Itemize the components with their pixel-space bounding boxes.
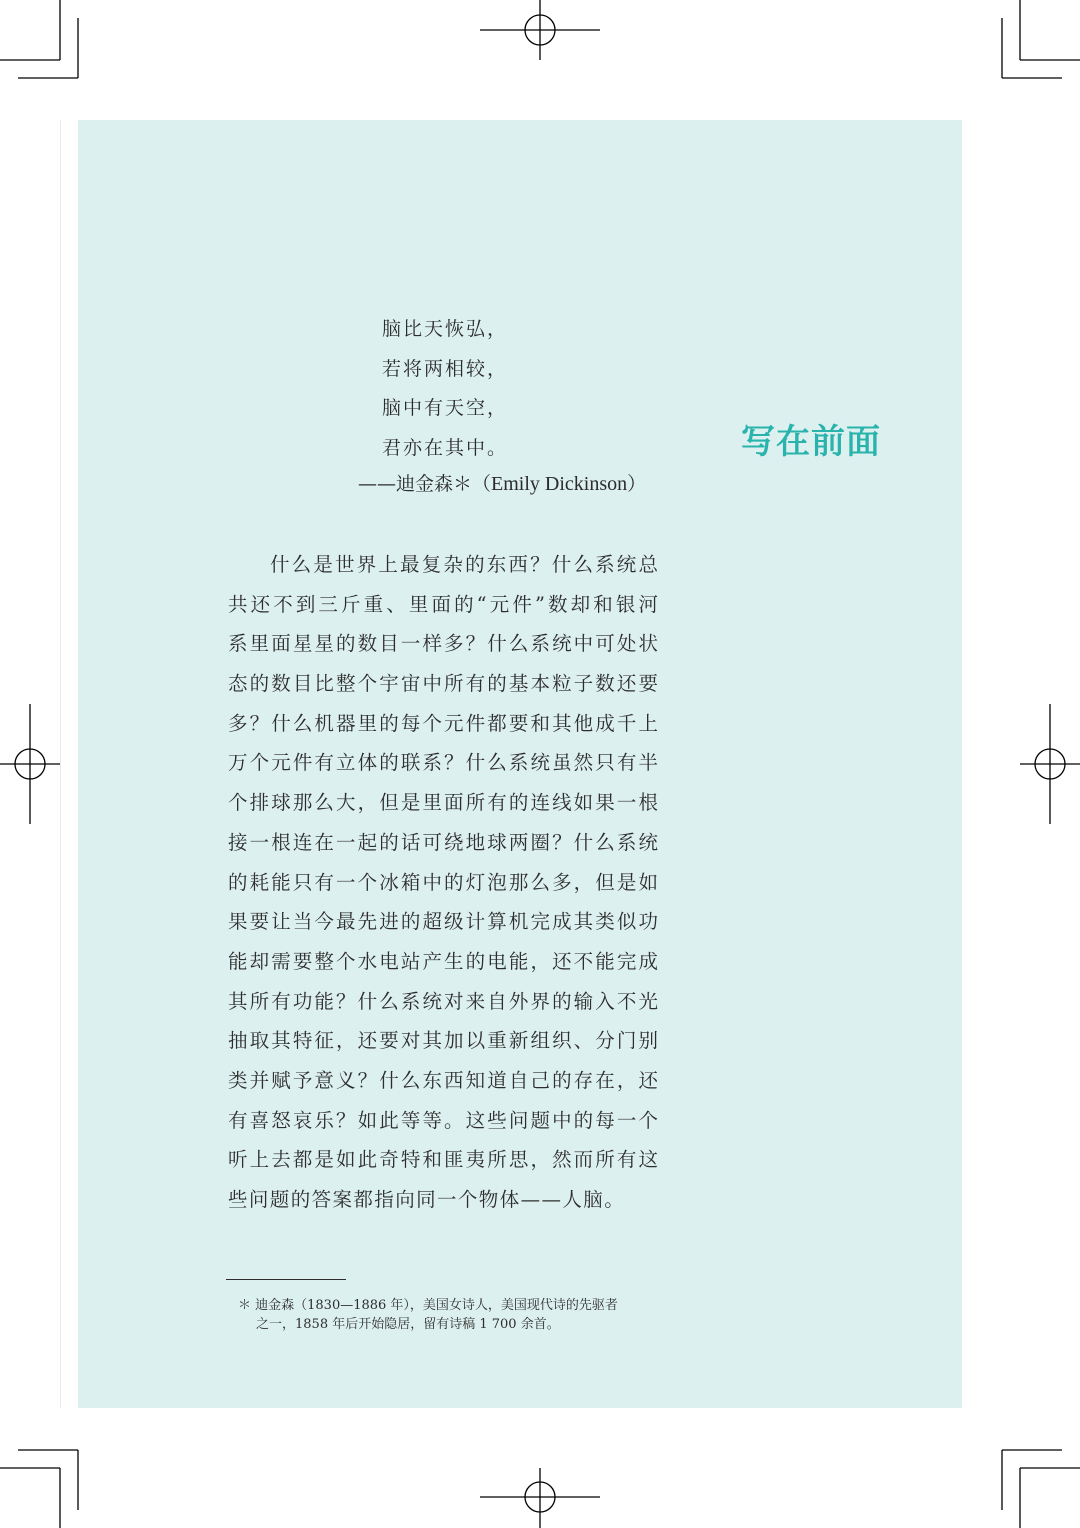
attribution-prefix: ——迪金森＊（	[358, 473, 492, 495]
body-line: 听上去都是如此奇特和匪夷所思，然而所有这	[228, 1148, 658, 1172]
poem-line: 君亦在其中。	[382, 436, 509, 459]
body-line: 多？什么机器里的每个元件都要和其他成千上	[228, 711, 658, 735]
poem-line: 若将两相较，	[382, 357, 509, 380]
poem-line: 脑中有天空，	[382, 397, 509, 419]
footnote-rule	[226, 1279, 346, 1280]
poem-attribution	[358, 466, 646, 502]
attribution-suffix: ）	[627, 473, 647, 495]
crop-mark-bottom-left	[0, 1450, 78, 1528]
body-line: 个排球那么大，但是里面所有的连线如果一根	[228, 791, 658, 815]
body-paragraph	[228, 545, 658, 1220]
body-line: 什么是世界上最复杂的东西？什么系统总	[270, 553, 658, 576]
body-line: 的耗能只有一个冰箱中的灯泡那么多，但是如	[228, 870, 658, 894]
attribution-name-en: Emily Dickinson	[491, 473, 628, 495]
crop-mark-top-right	[1002, 0, 1080, 78]
body-line: 果要让当今最先进的超级计算机完成其类似功	[228, 910, 658, 934]
registration-mark-top	[480, 0, 600, 60]
registration-mark-right	[1020, 704, 1080, 824]
footnote-line: 之一，1858 年后开始隐居，留有诗稿 1 700 余首。	[256, 1317, 560, 1332]
page-title: 写在前面	[741, 422, 881, 462]
poem-line: 脑比天恢弘，	[382, 318, 509, 340]
footnote	[238, 1296, 668, 1334]
crop-mark-bottom-right	[1002, 1450, 1080, 1528]
body-line: 能却需要整个水电站产生的电能，还不能完成	[228, 949, 658, 973]
body-line: 共还不到三斤重、里面的“元件”数却和银河	[228, 592, 658, 616]
registration-mark-left	[0, 704, 60, 824]
page-trim-edge	[60, 120, 61, 1408]
body-line: 其所有功能？什么系统对来自外界的输入不光	[228, 989, 658, 1013]
body-line: 接一根连在一起的话可绕地球两圈？什么系统	[228, 830, 658, 854]
body-line: 类并赋予意义？什么东西知道自己的存在，还	[228, 1068, 658, 1092]
epigraph-poem	[382, 310, 508, 468]
body-line: 有喜怒哀乐？如此等等。这些问题中的每一个	[228, 1108, 658, 1132]
body-line: 抽取其特征，还要对其加以重新组织、分门别	[228, 1029, 658, 1053]
crop-mark-top-left	[0, 0, 78, 78]
body-line: 万个元件有立体的联系？什么系统虽然只有半	[228, 751, 658, 775]
footnote-line: ＊ 迪金森（1830—1886 年），美国女诗人，美国现代诗的先驱者	[238, 1298, 618, 1313]
body-line: 系里面星星的数目一样多？什么系统中可处状	[228, 632, 658, 656]
body-line: 些问题的答案都指向同一个物体——人脑。	[228, 1188, 626, 1211]
registration-mark-bottom	[480, 1468, 600, 1528]
body-line: 态的数目比整个宇宙中所有的基本粒子数还要	[228, 672, 658, 696]
